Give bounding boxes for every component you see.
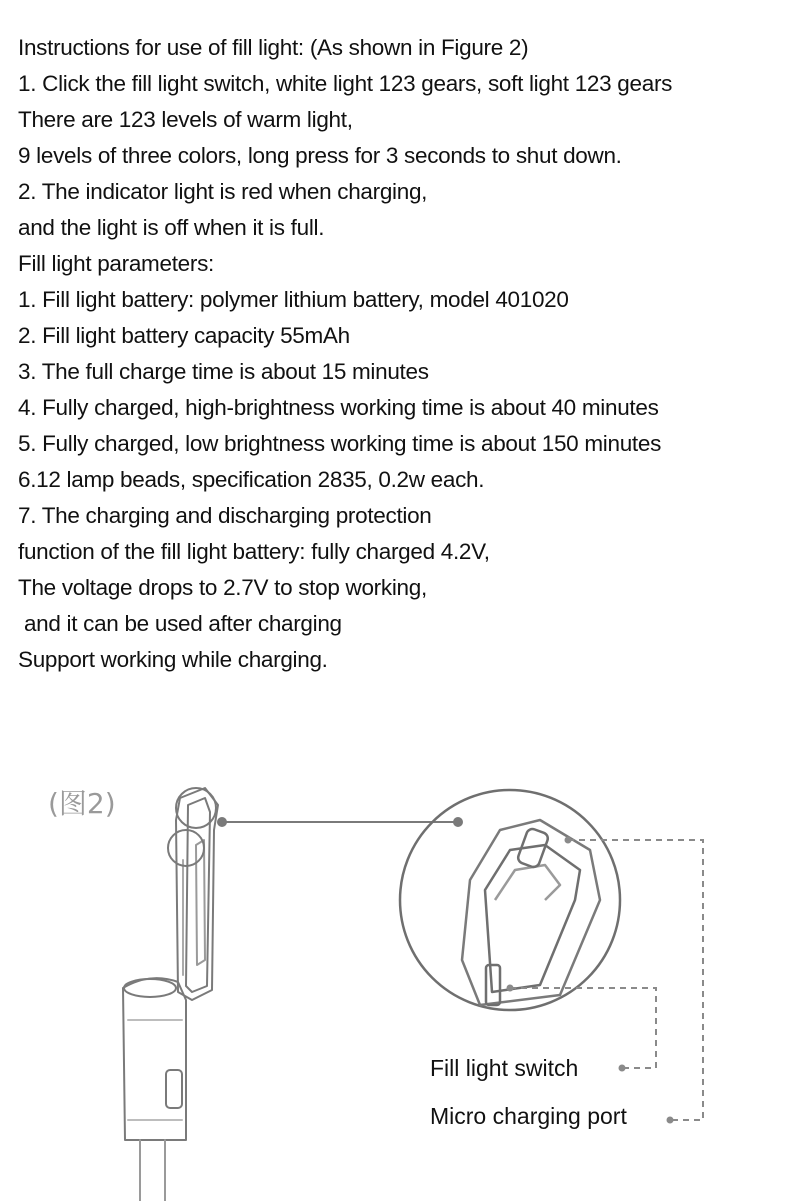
micro-charging-port-label: Micro charging port	[430, 1103, 627, 1129]
parameter-line: function of the fill light battery: fully charged 4.2V,	[18, 539, 490, 564]
magnified-view-circle	[400, 790, 620, 1010]
connector-dot-end	[454, 818, 462, 826]
parameter-line: and it can be used after charging	[18, 611, 342, 636]
parameter-line: 1. Fill light battery: polymer lithium battery, model 401020	[18, 287, 569, 312]
instruction-line: 9 levels of three colors, long press for 3 seconds to shut down.	[18, 143, 622, 168]
instruction-line: and the light is off when it is full.	[18, 215, 325, 240]
parameter-line: 7. The charging and discharging protection	[18, 503, 432, 528]
port-zoom-marker	[168, 830, 204, 866]
device-illustration	[0, 760, 790, 1201]
parameter-line: 5. Fully charged, low brightness working time is about 150 minutes	[18, 431, 662, 456]
selfie-stick-body	[123, 978, 186, 1140]
micro-port-detail	[486, 965, 500, 1005]
fill-light-switch-label: Fill light switch	[430, 1055, 579, 1081]
parameter-line: 2. Fill light battery capacity 55mAh	[18, 323, 350, 348]
switch-zoom-marker	[176, 788, 216, 828]
parameter-line: Support working while charging.	[18, 647, 328, 672]
switch-button-detail	[517, 827, 550, 868]
instruction-line: 2. The indicator light is red when charging,	[18, 179, 428, 204]
instruction-line: There are 123 levels of warm light,	[18, 107, 353, 132]
parameter-line: The voltage drops to 2.7V to stop working,	[18, 575, 427, 600]
instruction-line: Instructions for use of fill light: (As shown in Figure 2)	[18, 35, 529, 60]
port-leader-line	[568, 840, 703, 1120]
figure-label: (图2)	[48, 787, 116, 820]
figure-2	[0, 760, 790, 1201]
instruction-line: 1. Click the fill light switch, white light 123 gears, soft light 123 gears	[18, 71, 673, 96]
parameters-heading: Fill light parameters:	[18, 251, 214, 276]
instructions-text	[18, 30, 786, 678]
parameter-line: 3. The full charge time is about 15 minutes	[18, 359, 429, 384]
parameter-line: 6.12 lamp beads, specification 2835, 0.2w each.	[18, 467, 485, 492]
parameter-line: 4. Fully charged, high-brightness working time is about 40 minutes	[18, 395, 659, 420]
